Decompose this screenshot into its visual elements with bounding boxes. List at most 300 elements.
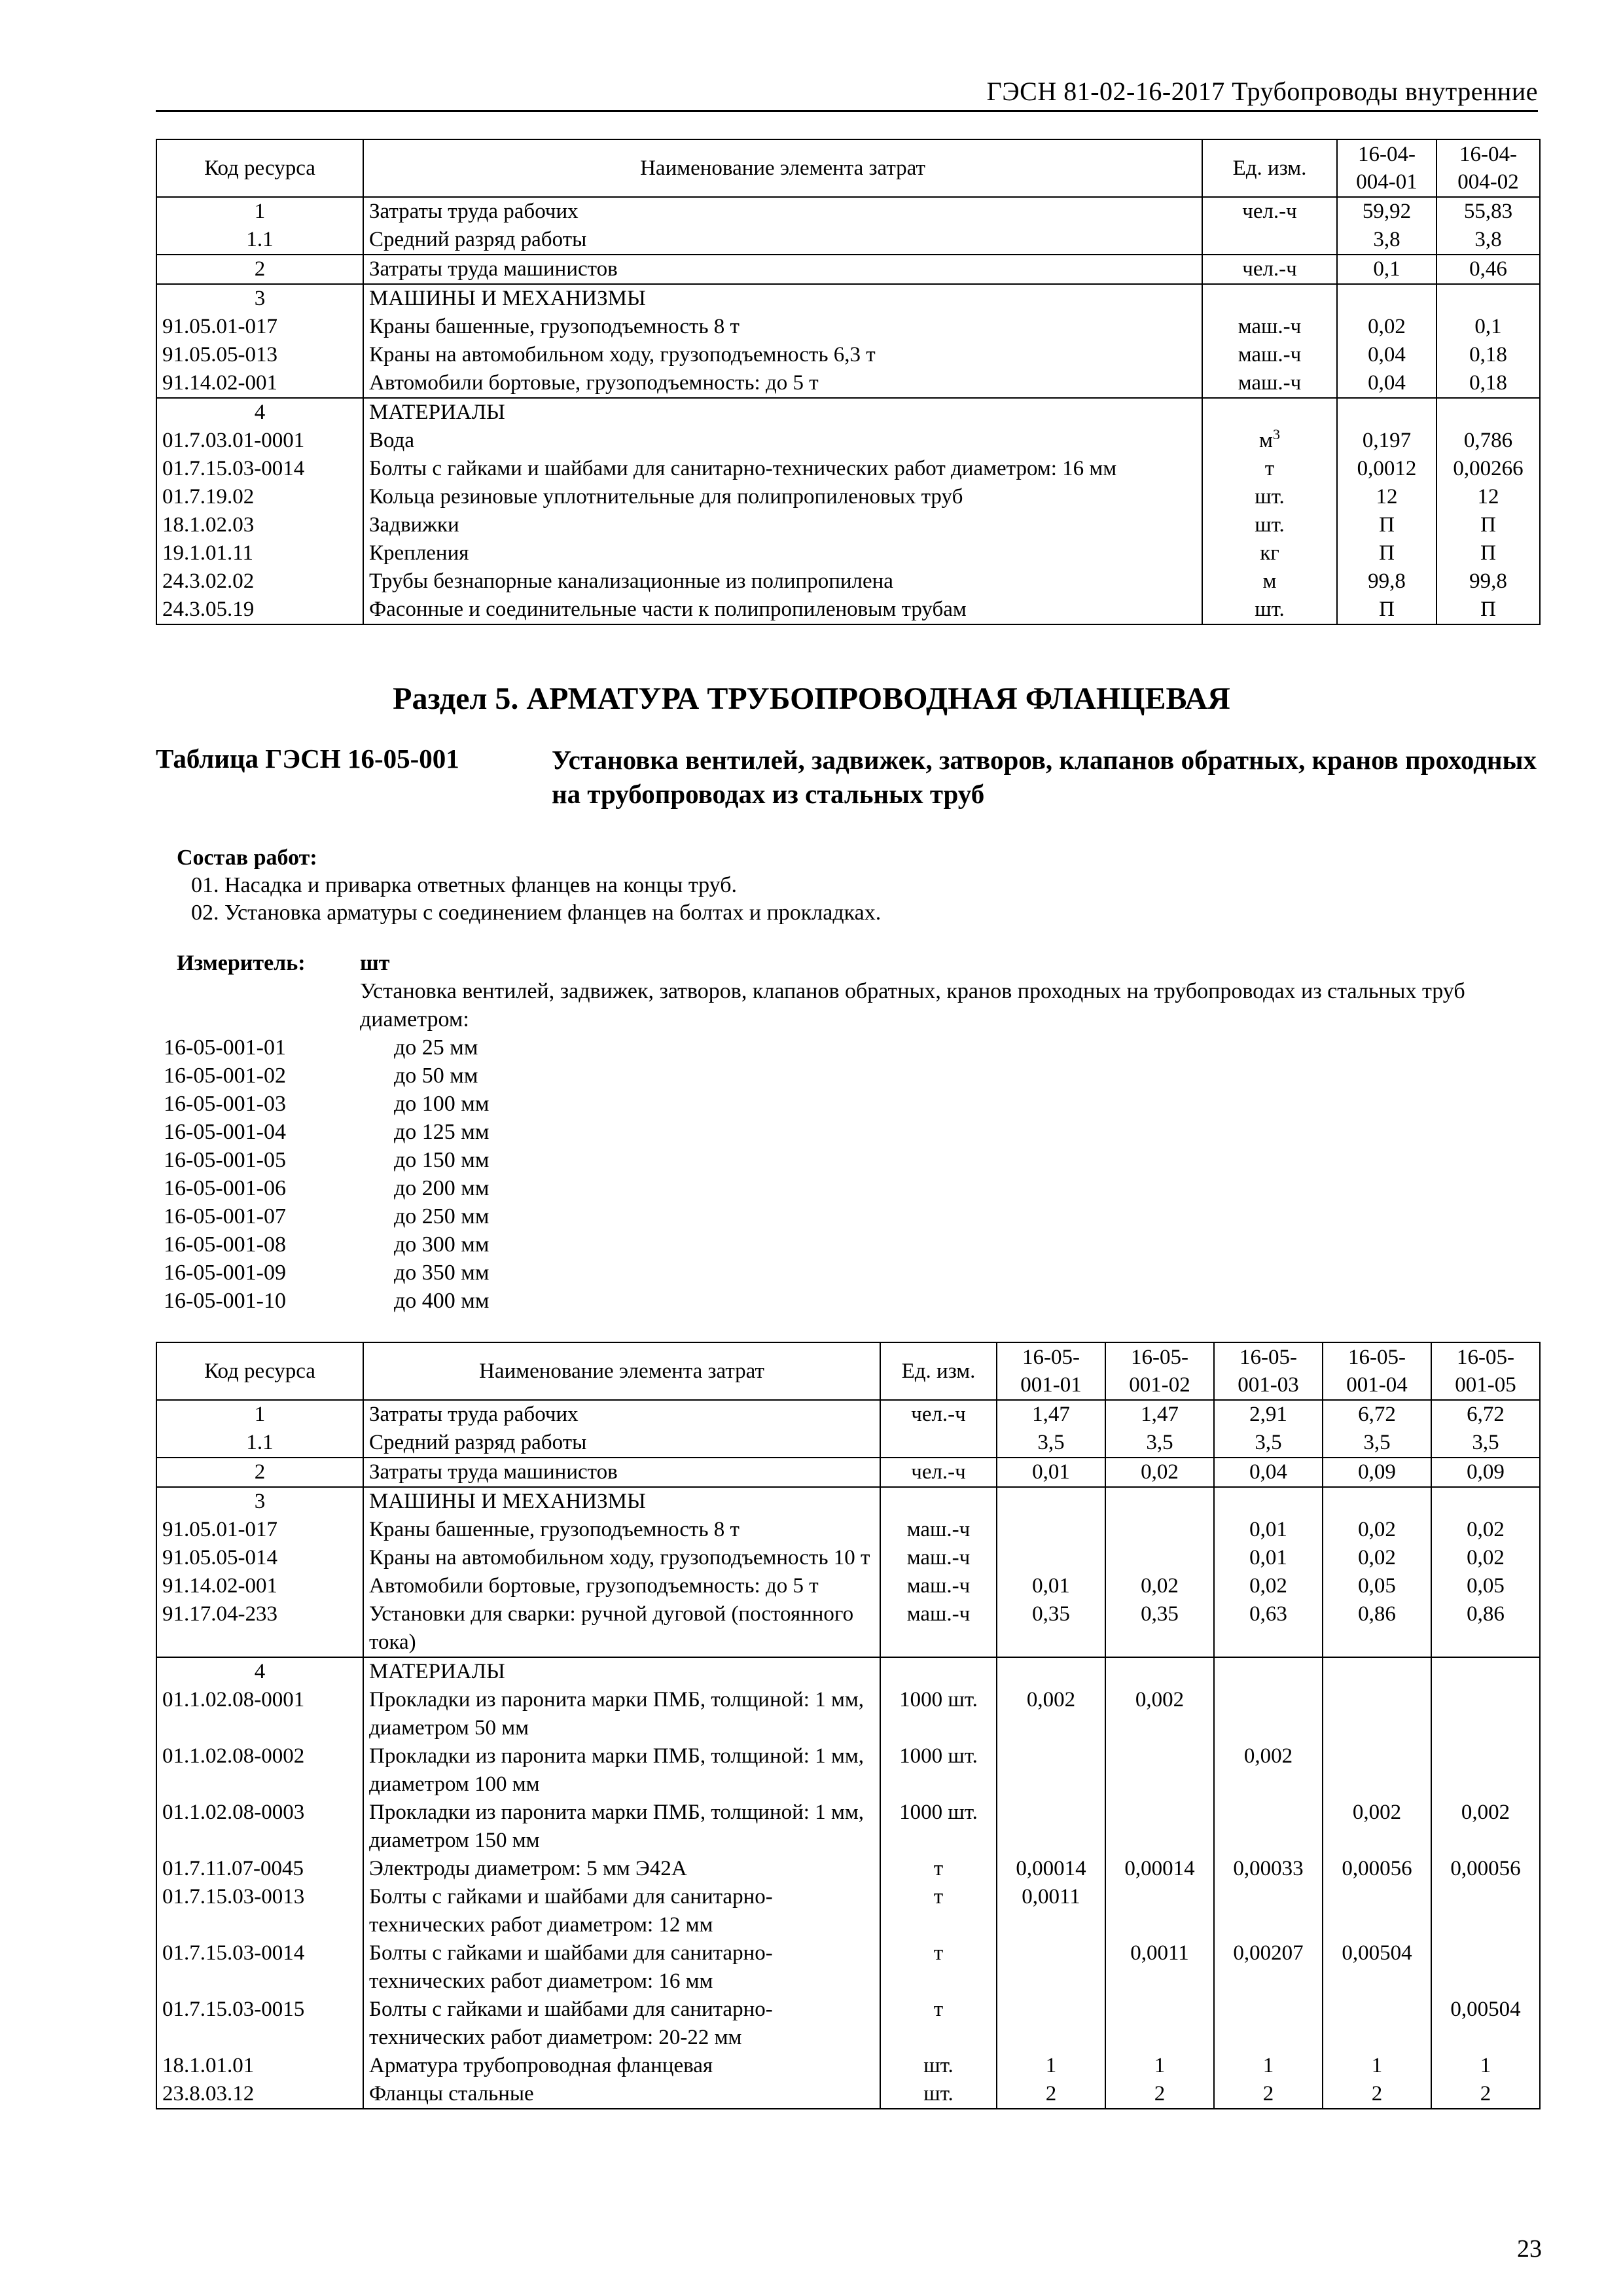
value-col-3 (1214, 1657, 1323, 1686)
value-col-5: 2 (1431, 2080, 1540, 2109)
table-row (156, 1996, 1540, 2052)
value-col-4 (1323, 1996, 1431, 2052)
header-name: Наименование элемента затрат (363, 1342, 880, 1400)
resource-unit: т (880, 1883, 997, 1939)
unit-text: шт. (1255, 598, 1285, 621)
page-header (156, 71, 1538, 112)
header-col-1: 16-05-001-01 (997, 1342, 1105, 1400)
value-col-3 (1214, 1996, 1323, 2052)
value-col-2: 0,18 (1436, 369, 1540, 398)
resource-name: Средний разряд работы (363, 1429, 880, 1458)
value-col-2: 99,8 (1436, 567, 1540, 596)
resource-name: МАТЕРИАЛЫ (363, 1657, 880, 1686)
value-col-5 (1431, 1742, 1540, 1799)
value-col-2: П (1436, 596, 1540, 624)
meter-item-code: 16-05-001-04 (164, 1120, 286, 1144)
value-col-4 (1323, 1883, 1431, 1939)
resource-code: 24.3.02.02 (156, 567, 363, 596)
meter-label: Измеритель: (177, 951, 306, 975)
resource-unit (1202, 284, 1337, 313)
resource-name: Затраты труда рабочих (363, 197, 1202, 226)
resource-code: 91.17.04-233 (156, 1600, 363, 1657)
value-col-5: 0,09 (1431, 1458, 1540, 1487)
value-col-2 (1436, 284, 1540, 313)
value-col-5: 0,002 (1431, 1799, 1540, 1855)
resource-name: Электроды диаметром: 5 мм Э42А (363, 1855, 880, 1883)
value-col-4: 2 (1323, 2080, 1431, 2109)
table-row (156, 483, 1540, 511)
value-col-2: 12 (1436, 483, 1540, 511)
resource-code: 18.1.02.03 (156, 511, 363, 539)
value-col-2: 0,0011 (1105, 1939, 1214, 1996)
value-col-3 (1214, 1686, 1323, 1742)
table-row (156, 511, 1540, 539)
resource-code: 19.1.01.11 (156, 539, 363, 567)
value-col-2: 0,1 (1436, 313, 1540, 341)
header-unit: Ед. изм. (880, 1342, 997, 1400)
value-col-2 (1105, 1883, 1214, 1939)
value-col-3 (1214, 1799, 1323, 1855)
resource-code: 1 (156, 197, 363, 226)
meter-item-size: до 400 мм (394, 1289, 490, 1313)
resource-code: 01.7.15.03-0014 (156, 1939, 363, 1996)
table-row (156, 255, 1540, 284)
value-col-1: 0,002 (997, 1686, 1105, 1742)
value-col-2: 1,47 (1105, 1400, 1214, 1429)
resource-unit: 1000 шт. (880, 1686, 997, 1742)
value-col-5: 3,5 (1431, 1429, 1540, 1458)
header-col-3: 16-05-001-03 (1214, 1342, 1323, 1400)
resource-unit: 1000 шт. (880, 1742, 997, 1799)
table-row (156, 1572, 1540, 1600)
table-row (156, 369, 1540, 398)
value-col-1: П (1337, 596, 1436, 624)
resource-code: 4 (156, 398, 363, 427)
resource-name: МАШИНЫ И МЕХАНИЗМЫ (363, 284, 1202, 313)
resource-unit: шт. (880, 2052, 997, 2080)
resource-code: 01.7.15.03-0013 (156, 1883, 363, 1939)
resource-code: 01.7.15.03-0015 (156, 1996, 363, 2052)
meter-item (156, 1174, 1538, 1202)
meter-item-size: до 300 мм (394, 1232, 490, 1257)
meter-item-size: до 150 мм (394, 1148, 490, 1172)
value-col-3: 2,91 (1214, 1400, 1323, 1429)
value-col-4 (1323, 1686, 1431, 1742)
resource-unit: чел.-ч (880, 1458, 997, 1487)
table-row (156, 1429, 1540, 1458)
resource-code: 01.1.02.08-0003 (156, 1799, 363, 1855)
table-row (156, 1516, 1540, 1544)
work-heading: Состав работ: (177, 846, 317, 870)
resource-name: МАШИНЫ И МЕХАНИЗМЫ (363, 1487, 880, 1516)
value-col-3: 0,00207 (1214, 1939, 1323, 1996)
value-col-3: 0,63 (1214, 1600, 1323, 1657)
value-col-1 (997, 1799, 1105, 1855)
resource-name: Средний разряд работы (363, 226, 1202, 255)
value-col-1: П (1337, 539, 1436, 567)
value-col-1 (997, 1742, 1105, 1799)
value-col-4: 0,09 (1323, 1458, 1431, 1487)
resource-unit (1202, 427, 1337, 455)
resource-unit (1202, 226, 1337, 255)
table-row (156, 1939, 1540, 1996)
value-col-1: 0,01 (997, 1458, 1105, 1487)
resource-name: Болты с гайками и шайбами для санитарно-технических работ диаметром: 16 мм (363, 1939, 880, 1996)
resource-name: Вода (363, 427, 1202, 455)
value-col-4: 0,00056 (1323, 1855, 1431, 1883)
unit-text: маш.-ч (1238, 343, 1302, 367)
value-col-2: 0,002 (1105, 1686, 1214, 1742)
value-col-3: 0,02 (1214, 1572, 1323, 1600)
unit-text: кг (1260, 541, 1279, 565)
resource-unit (880, 1487, 997, 1516)
meter-item (156, 1202, 1538, 1230)
value-col-1: 0,00014 (997, 1855, 1105, 1883)
meter-item (156, 1033, 1538, 1062)
resource-unit (880, 1429, 997, 1458)
meter-item-code: 16-05-001-06 (164, 1176, 286, 1200)
resource-name: Крепления (363, 539, 1202, 567)
resource-unit (1202, 369, 1337, 398)
header-col-4: 16-05-001-04 (1323, 1342, 1431, 1400)
value-col-1: 0,197 (1337, 427, 1436, 455)
value-col-1: 0,01 (997, 1572, 1105, 1600)
resource-name: Краны башенные, грузоподъемность 8 т (363, 1516, 880, 1544)
value-col-5: 0,00504 (1431, 1996, 1540, 2052)
table-row (156, 567, 1540, 596)
value-col-2 (1105, 1996, 1214, 2052)
resource-table-16-05-001 (156, 1342, 1541, 2109)
unit-text: шт. (1255, 513, 1285, 537)
table-row (156, 539, 1540, 567)
value-col-1: 0,0012 (1337, 455, 1436, 483)
resource-name: Кольца резиновые уплотнительные для полипропиленовых труб (363, 483, 1202, 511)
resource-code: 91.05.05-013 (156, 341, 363, 369)
value-col-2: П (1436, 539, 1540, 567)
meter-item-code: 16-05-001-10 (164, 1289, 286, 1313)
value-col-5: 0,00056 (1431, 1855, 1540, 1883)
value-col-2: 2 (1105, 2080, 1214, 2109)
value-col-1 (997, 1657, 1105, 1686)
header-col-2: 16-05-001-02 (1105, 1342, 1214, 1400)
meter-block (156, 949, 1538, 1315)
value-col-2: 0,02 (1105, 1458, 1214, 1487)
resource-name: Затраты труда машинистов (363, 255, 1202, 284)
meter-item-code: 16-05-001-07 (164, 1204, 286, 1229)
resource-name: Затраты труда рабочих (363, 1400, 880, 1429)
resource-code: 1 (156, 1400, 363, 1429)
value-col-2: 0,02 (1105, 1572, 1214, 1600)
table-row (156, 2052, 1540, 2080)
value-col-2: 0,786 (1436, 427, 1540, 455)
value-col-2 (1436, 398, 1540, 427)
resource-unit (1202, 398, 1337, 427)
value-col-1: 3,8 (1337, 226, 1436, 255)
meter-item (156, 1259, 1538, 1287)
value-col-1 (1337, 284, 1436, 313)
value-col-1: 99,8 (1337, 567, 1436, 596)
meter-item-code: 16-05-001-08 (164, 1232, 286, 1257)
value-col-5: 0,02 (1431, 1544, 1540, 1572)
resource-unit: маш.-ч (880, 1516, 997, 1544)
value-col-3: 3,5 (1214, 1429, 1323, 1458)
value-col-1: 0,0011 (997, 1883, 1105, 1939)
work-item: 02. Установка арматуры с соединением фланцев на болтах и прокладках. (191, 901, 882, 925)
meter-item (156, 1146, 1538, 1174)
table-row (156, 427, 1540, 455)
unit-text: т (1264, 457, 1275, 480)
header-unit: Ед. изм. (1202, 139, 1337, 197)
table-row (156, 1657, 1540, 1686)
table-row (156, 197, 1540, 226)
resource-unit: чел.-ч (880, 1400, 997, 1429)
table-row (156, 1883, 1540, 1939)
resource-code: 4 (156, 1657, 363, 1686)
table-caption-label: Таблица ГЭСН 16-05-001 (156, 744, 459, 774)
value-col-3: 0,00033 (1214, 1855, 1323, 1883)
resource-unit (1202, 255, 1337, 284)
resource-code: 23.8.03.12 (156, 2080, 363, 2109)
resource-unit (1202, 341, 1337, 369)
meter-item-size: до 200 мм (394, 1176, 490, 1200)
value-col-1 (997, 1544, 1105, 1572)
table-row (156, 596, 1540, 624)
value-col-4: 6,72 (1323, 1400, 1431, 1429)
table-row (156, 1600, 1540, 1657)
resource-code: 91.14.02-001 (156, 1572, 363, 1600)
value-col-2: 0,00266 (1436, 455, 1540, 483)
meter-item-code: 16-05-001-02 (164, 1064, 286, 1088)
resource-name: Болты с гайками и шайбами для санитарно-технических работ диаметром: 16 мм (363, 455, 1202, 483)
value-col-3 (1214, 1883, 1323, 1939)
resource-name: Прокладки из паронита марки ПМБ, толщиной: 1 мм, диаметром 50 мм (363, 1686, 880, 1742)
meter-item-size: до 350 мм (394, 1261, 490, 1285)
resource-code: 91.14.02-001 (156, 369, 363, 398)
header-name: Наименование элемента затрат (363, 139, 1202, 197)
resource-unit: т (880, 1855, 997, 1883)
value-col-5 (1431, 1939, 1540, 1996)
unit-text: шт. (1255, 485, 1285, 509)
resource-name: Фланцы стальные (363, 2080, 880, 2109)
table-row (156, 313, 1540, 341)
meter-item (156, 1118, 1538, 1146)
resource-code: 01.1.02.08-0002 (156, 1742, 363, 1799)
value-col-2: 0,35 (1105, 1600, 1214, 1657)
resource-name: Прокладки из паронита марки ПМБ, толщиной: 1 мм, диаметром 100 мм (363, 1742, 880, 1799)
header-code: Код ресурса (156, 139, 363, 197)
resource-table-16-04-004 (156, 139, 1541, 625)
table-row (156, 398, 1540, 427)
table-row (156, 1799, 1540, 1855)
resource-name: Болты с гайками и шайбами для санитарно-технических работ диаметром: 20-22 мм (363, 1996, 880, 2052)
resource-name: Арматура трубопроводная фланцевая (363, 2052, 880, 2080)
resource-unit (1202, 313, 1337, 341)
value-col-2 (1105, 1487, 1214, 1516)
resource-unit (1202, 539, 1337, 567)
value-col-1: П (1337, 511, 1436, 539)
section-title: Раздел 5. АРМАТУРА ТРУБОПРОВОДНАЯ ФЛАНЦЕВАЯ (393, 681, 1230, 716)
resource-unit (1202, 567, 1337, 596)
unit-text: чел.-ч (1242, 257, 1297, 281)
value-col-1: 1 (997, 2052, 1105, 2080)
value-col-2: 3,8 (1436, 226, 1540, 255)
resource-code: 01.1.02.08-0001 (156, 1686, 363, 1742)
value-col-3: 1 (1214, 2052, 1323, 2080)
meter-item-size: до 125 мм (394, 1120, 490, 1144)
resource-code: 01.7.15.03-0014 (156, 455, 363, 483)
table-row (156, 1686, 1540, 1742)
value-col-5: 6,72 (1431, 1400, 1540, 1429)
resource-unit: 1000 шт. (880, 1799, 997, 1855)
page-number: 23 (1517, 2235, 1542, 2263)
resource-code: 1.1 (156, 226, 363, 255)
resource-code: 01.7.19.02 (156, 483, 363, 511)
table-row (156, 1400, 1540, 1429)
meter-item-code: 16-05-001-01 (164, 1035, 286, 1060)
value-col-2: 0,46 (1436, 255, 1540, 284)
resource-name: Краны башенные, грузоподъемность 8 т (363, 313, 1202, 341)
value-col-1: 59,92 (1337, 197, 1436, 226)
table-row (156, 1458, 1540, 1487)
unit-text: м (1262, 569, 1277, 593)
value-col-3: 2 (1214, 2080, 1323, 2109)
document-title: ГЭСН 81-02-16-2017 Трубопроводы внутренние (986, 77, 1538, 106)
meter-item-size: до 25 мм (394, 1035, 478, 1060)
value-col-1: 2 (997, 2080, 1105, 2109)
value-col-3 (1214, 1487, 1323, 1516)
value-col-5: 0,05 (1431, 1572, 1540, 1600)
resource-name: Автомобили бортовые, грузоподъемность: до 5 т (363, 1572, 880, 1600)
unit-text: м (1259, 429, 1273, 452)
value-col-2: 1 (1105, 2052, 1214, 2080)
resource-name: Установки для сварки: ручной дуговой (постоянного тока) (363, 1600, 880, 1657)
resource-name: Болты с гайками и шайбами для санитарно-технических работ диаметром: 12 мм (363, 1883, 880, 1939)
table-row (156, 226, 1540, 255)
resource-name: Краны на автомобильном ходу, грузоподъемность 10 т (363, 1544, 880, 1572)
value-col-4: 0,02 (1323, 1544, 1431, 1572)
resource-unit: шт. (880, 2080, 997, 2109)
value-col-4: 0,00504 (1323, 1939, 1431, 1996)
value-col-2: 55,83 (1436, 197, 1540, 226)
value-col-4: 3,5 (1323, 1429, 1431, 1458)
table-row (156, 1742, 1540, 1799)
value-col-1 (997, 1487, 1105, 1516)
resource-unit (880, 1657, 997, 1686)
value-col-1: 3,5 (997, 1429, 1105, 1458)
meter-item-size: до 250 мм (394, 1204, 490, 1229)
value-col-1: 0,02 (1337, 313, 1436, 341)
resource-name: МАТЕРИАЛЫ (363, 398, 1202, 427)
header-col-1: 16-04-004-01 (1337, 139, 1436, 197)
value-col-5: 0,86 (1431, 1600, 1540, 1657)
resource-unit: т (880, 1939, 997, 1996)
header-code: Код ресурса (156, 1342, 363, 1400)
value-col-5: 1 (1431, 2052, 1540, 2080)
unit-text: маш.-ч (1238, 371, 1302, 395)
resource-name: Трубы безнапорные канализационные из полипропилена (363, 567, 1202, 596)
value-col-1: 0,35 (997, 1600, 1105, 1657)
resource-unit (1202, 197, 1337, 226)
meter-item (156, 1090, 1538, 1118)
resource-code: 01.7.11.07-0045 (156, 1855, 363, 1883)
resource-code: 1.1 (156, 1429, 363, 1458)
resource-unit: маш.-ч (880, 1572, 997, 1600)
value-col-2 (1105, 1544, 1214, 1572)
meter-item-code: 16-05-001-03 (164, 1092, 286, 1116)
value-col-5 (1431, 1883, 1540, 1939)
resource-name: Задвижки (363, 511, 1202, 539)
header-col-5: 16-05-001-05 (1431, 1342, 1540, 1400)
resource-code: 18.1.01.01 (156, 2052, 363, 2080)
resource-code: 2 (156, 1458, 363, 1487)
unit-text: чел.-ч (1242, 200, 1297, 223)
meter-description: Установка вентилей, задвижек, затворов, клапанов обратных, кранов проходных на трубопроводах из стальных труб диаметром: (360, 979, 1465, 1031)
unit-superscript: 3 (1272, 426, 1280, 442)
table-row (156, 341, 1540, 369)
value-col-1: 1,47 (997, 1400, 1105, 1429)
resource-name: Затраты труда машинистов (363, 1458, 880, 1487)
value-col-1 (1337, 398, 1436, 427)
value-col-4 (1323, 1657, 1431, 1686)
value-col-2: 0,18 (1436, 341, 1540, 369)
table-row (156, 1487, 1540, 1516)
resource-unit (1202, 511, 1337, 539)
value-col-1: 0,1 (1337, 255, 1436, 284)
table-row (156, 2080, 1540, 2109)
table-row (156, 455, 1540, 483)
meter-item-size: до 100 мм (394, 1092, 490, 1116)
resource-unit (1202, 483, 1337, 511)
meter-item-size: до 50 мм (394, 1064, 478, 1088)
resource-unit: маш.-ч (880, 1544, 997, 1572)
value-col-1 (997, 1996, 1105, 2052)
resource-name: Краны на автомобильном ходу, грузоподъемность 6,3 т (363, 341, 1202, 369)
value-col-5: 0,02 (1431, 1516, 1540, 1544)
value-col-1: 0,04 (1337, 369, 1436, 398)
resource-code: 3 (156, 284, 363, 313)
resource-name: Фасонные и соединительные части к полипропиленовым трубам (363, 596, 1202, 624)
value-col-4: 0,02 (1323, 1516, 1431, 1544)
table-row (156, 1855, 1540, 1883)
resource-unit (1202, 596, 1337, 624)
value-col-2 (1105, 1657, 1214, 1686)
value-col-5 (1431, 1657, 1540, 1686)
resource-code: 3 (156, 1487, 363, 1516)
resource-unit: маш.-ч (880, 1600, 997, 1657)
work-composition (177, 844, 881, 927)
header-col-2: 16-04-004-02 (1436, 139, 1540, 197)
resource-name: Автомобили бортовые, грузоподъемность: до 5 т (363, 369, 1202, 398)
value-col-1: 0,04 (1337, 341, 1436, 369)
value-col-4: 0,002 (1323, 1799, 1431, 1855)
value-col-4 (1323, 1487, 1431, 1516)
value-col-4: 0,05 (1323, 1572, 1431, 1600)
value-col-2: 3,5 (1105, 1429, 1214, 1458)
meter-unit: шт (360, 951, 390, 975)
value-col-5 (1431, 1487, 1540, 1516)
resource-code: 01.7.03.01-0001 (156, 427, 363, 455)
value-col-4: 0,86 (1323, 1600, 1431, 1657)
meter-item (156, 1062, 1538, 1090)
value-col-3: 0,04 (1214, 1458, 1323, 1487)
meter-item-code: 16-05-001-09 (164, 1261, 286, 1285)
work-item: 01. Насадка и приварка ответных фланцев на концы труб. (191, 873, 738, 897)
resource-code: 91.05.05-014 (156, 1544, 363, 1572)
resource-code: 91.05.01-017 (156, 313, 363, 341)
resource-code: 2 (156, 255, 363, 284)
value-col-4 (1323, 1742, 1431, 1799)
meter-item (156, 1230, 1538, 1259)
